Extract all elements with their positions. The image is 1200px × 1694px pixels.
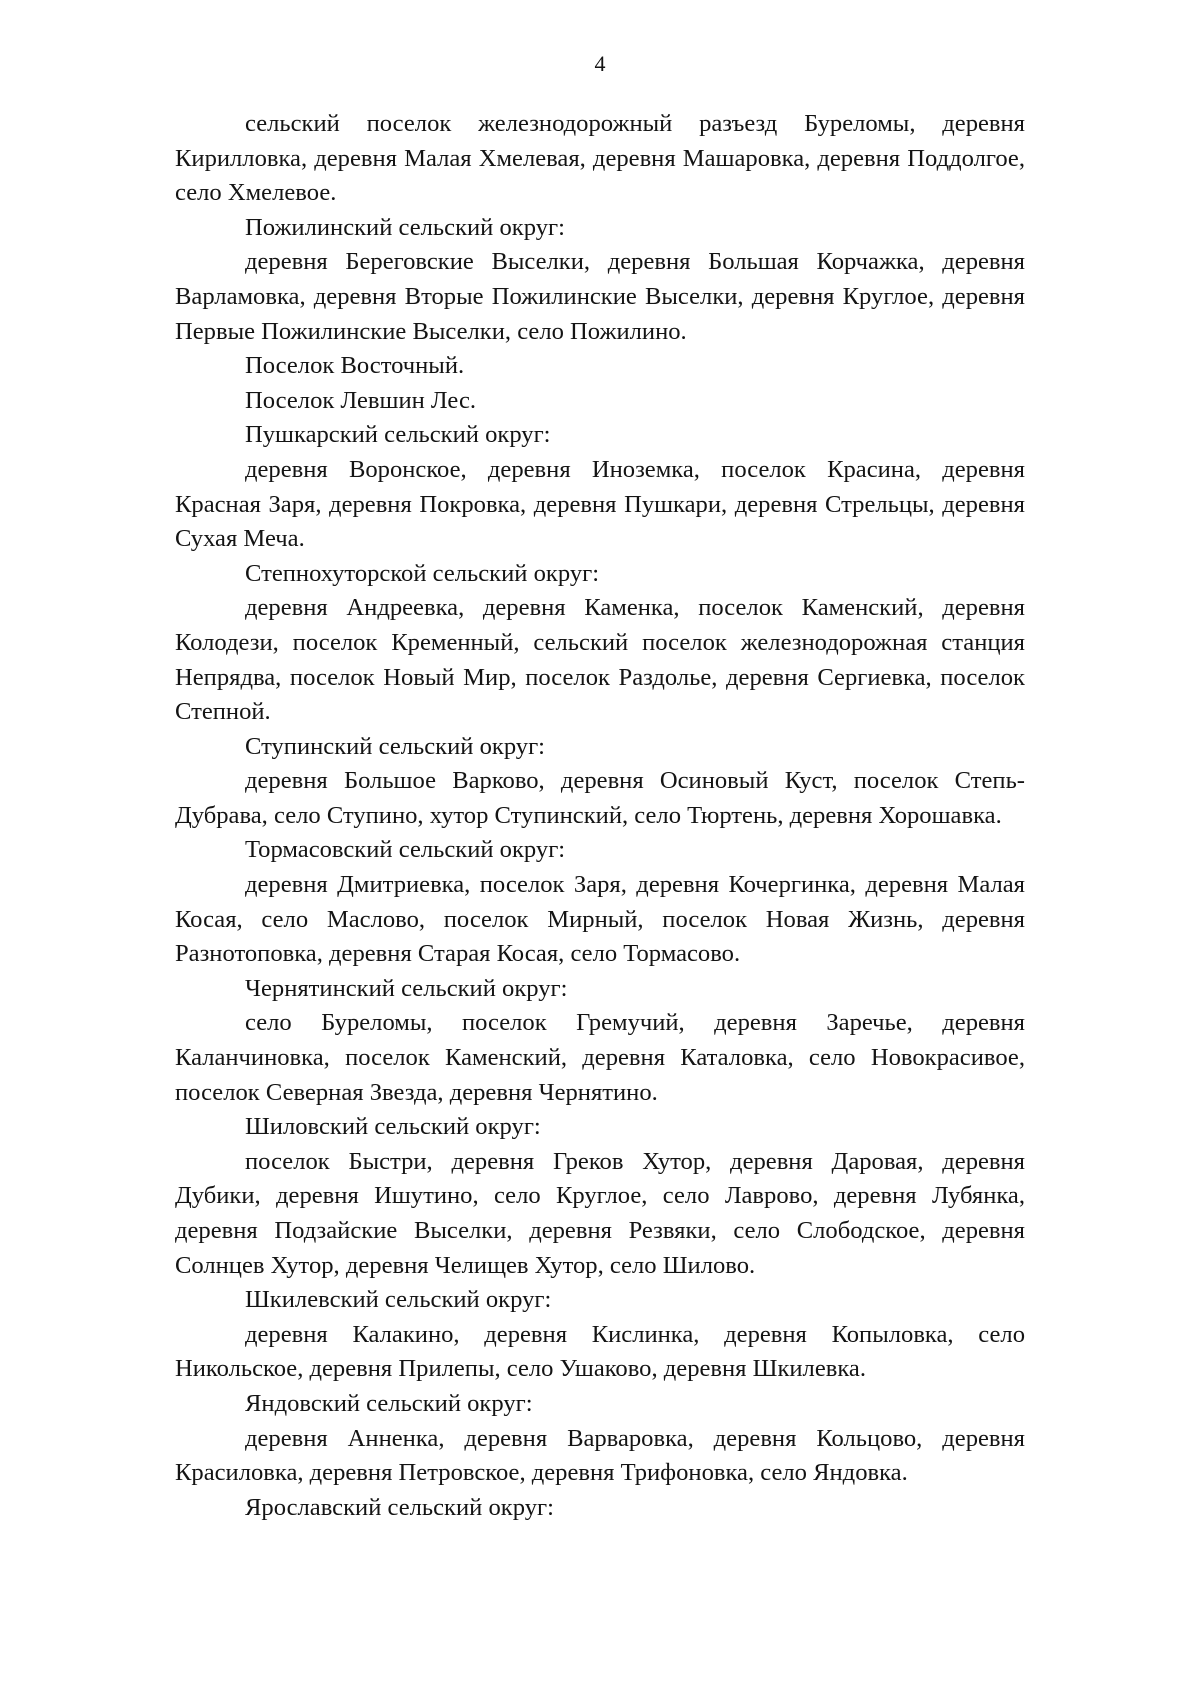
district-heading: Ярославский сельский округ: xyxy=(245,1493,554,1521)
settlement-entry: Поселок Восточный. xyxy=(245,352,465,380)
district-heading: Яндовский сельский округ: xyxy=(245,1389,533,1417)
settlement-list: деревня Андреевка, деревня Каменка, поселок Каменский, деревня Колодези, поселок Кременный, сельский поселок железнодорожная станция Непрядва, поселок Новый Мир, поселок Раздолье, деревня Сергиевка, поселок Степной. xyxy=(175,594,1025,726)
district-heading: Шкилевский сельский округ: xyxy=(245,1286,552,1314)
settlement-list: деревня Воронское, деревня Иноземка, поселок Красина, деревня Красная Заря, деревня Покровка, деревня Пушкари, деревня Стрельцы, деревня Сухая Меча. xyxy=(175,455,1025,553)
settlement-list: деревня Калакино, деревня Кислинка, деревня Копыловка, село Никольское, деревня Прилепы, село Ушаково, деревня Шкилевка. xyxy=(175,1320,1025,1383)
district-heading: Пожилинский сельский округ: xyxy=(245,213,565,241)
settlement-list: деревня Анненка, деревня Варваровка, деревня Кольцово, деревня Красиловка, деревня Петровское, деревня Трифоновка, село Яндовка. xyxy=(175,1424,1025,1487)
settlement-list: сельский поселок железнодорожный разъезд Буреломы, деревня Кирилловка, деревня Малая Хмелевая, деревня Машаровка, деревня Поддолгое, село Хмелевое. xyxy=(175,110,1025,207)
settlement-entry: Поселок Левшин Лес. xyxy=(245,386,477,414)
settlement-list: деревня Дмитриевка, поселок Заря, деревня Кочергинка, деревня Малая Косая, село Маслово, поселок Мирный, поселок Новая Жизнь, деревня Разнотоповка, деревня Старая Косая, село Тормасово. xyxy=(175,871,1025,968)
district-heading: Степнохуторской сельский округ: xyxy=(245,559,600,587)
district-heading: Шиловский сельский округ: xyxy=(245,1113,541,1141)
district-heading: Тормасовский сельский округ: xyxy=(245,836,566,864)
document-body xyxy=(175,107,1025,1525)
settlement-list: село Буреломы, поселок Гремучий, деревня Заречье, деревня Каланчиновка, поселок Каменский, деревня Каталовка, село Новокрасивое, поселок Северная Звезда, деревня Чернятино. xyxy=(175,1009,1025,1106)
district-heading: Пушкарский сельский округ: xyxy=(245,421,551,449)
district-heading: Чернятинский сельский округ: xyxy=(245,974,568,1002)
settlement-list: поселок Быстри, деревня Греков Хутор, деревня Даровая, деревня Дубики, деревня Ишутино, село Круглое, село Лаврово, деревня Лубянка, деревня Подзайские Выселки, деревня Резвяки, село Слободское, деревня Солнцев Хутор, деревня Челищев Хутор, село Шилово. xyxy=(175,1147,1025,1279)
settlement-list: деревня Большое Варково, деревня Осиновый Куст, поселок Степь-Дубрава, село Ступино, хутор Ступинский, село Тюртень, деревня Хорошавка. xyxy=(175,767,1025,829)
settlement-list: деревня Береговские Выселки, деревня Большая Корчажка, деревня Варламовка, деревня Вторые Пожилинские Выселки, деревня Круглое, деревня Первые Пожилинские Выселки, село Пожилино. xyxy=(175,248,1025,345)
district-heading: Ступинский сельский округ: xyxy=(245,732,546,760)
page-number: 4 xyxy=(594,51,606,76)
